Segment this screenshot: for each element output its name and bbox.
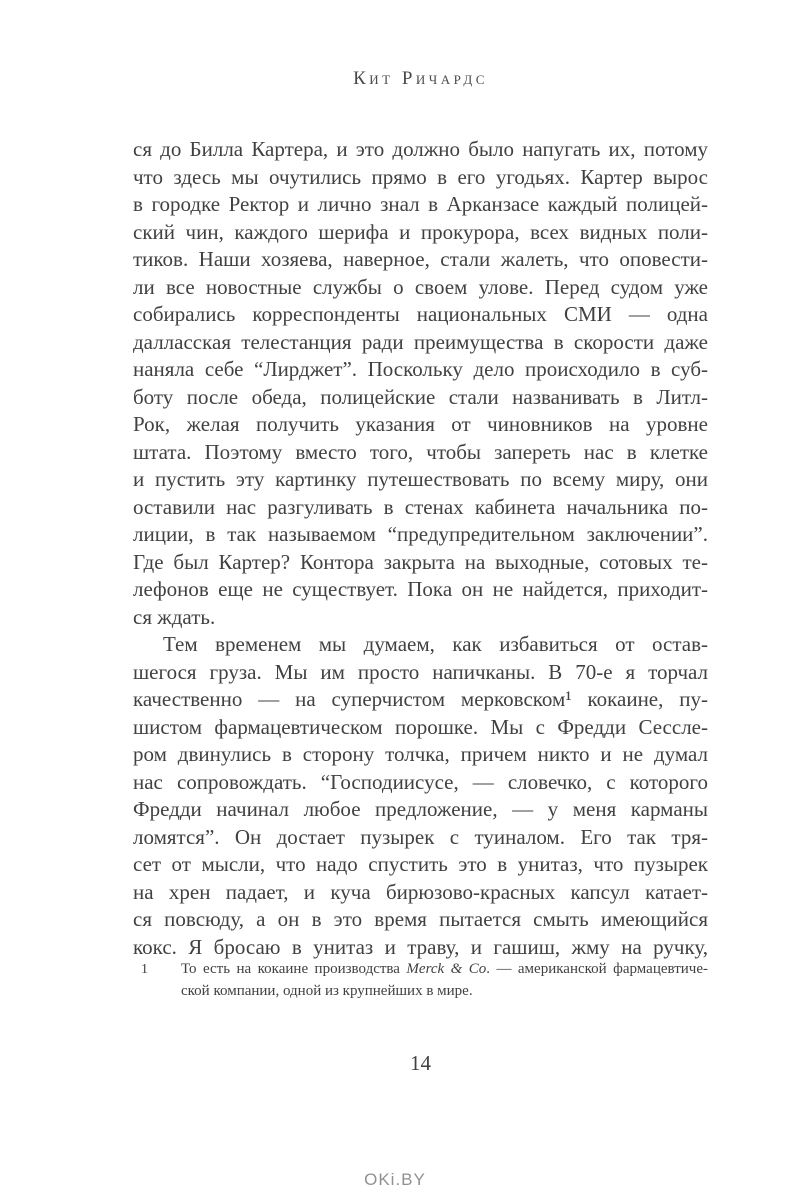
running-header: Кит Ричардс (353, 68, 488, 89)
footnote-line (181, 958, 708, 980)
paragraph (133, 631, 708, 961)
text-line: и пустить эту картинку путешествовать по всему миру, они (133, 467, 708, 491)
text-line: боту после обеда, полицейские стали названивать в Литл- (133, 384, 708, 409)
text-line: ся ждать. (133, 604, 216, 629)
footnote-marker: 1 (141, 962, 148, 977)
text-line: оставили нас разгуливать в стенах кабинета начальника по- (133, 494, 708, 519)
paragraph (133, 136, 708, 631)
text-line: нас сопровождать. “Господиисусе, — словечко, с которого (133, 769, 708, 794)
text-line: качественно — на суперчистом мерковском¹ кокаине, пу- (133, 687, 708, 711)
text-line: Тем временем мы думаем, как избавиться от остав- (163, 632, 708, 656)
page-number: 14 (410, 1051, 431, 1075)
text-line: ся до Билла Картера, и это должно было напугать их, потому (133, 137, 708, 161)
text-line: лефонов еще не существует. Пока он не найдется, приходит- (133, 577, 708, 601)
text-line: наняла себе “Лирджет”. Поскольку дело происходило в суб- (133, 357, 708, 381)
text-line: тиков. Наши хозяева, наверное, стали жалеть, что оповести- (133, 247, 708, 271)
text-line: шегося груза. Мы им просто напичканы. В 70-е я торчал (133, 659, 708, 684)
text-line: ли все новостные службы о своем улове. Перед судом уже (133, 274, 708, 299)
text-line: Где был Картер? Контора закрыта на выходные, сотовых те- (133, 549, 708, 574)
footnote-segment: . — американской фармацевтиче- (486, 961, 709, 977)
text-line: собирались корреспонденты национальных СМИ — одна (133, 302, 708, 326)
text-line: сет от мысли, что надо спустить это в унитаз, что пузырек (133, 852, 708, 876)
footnote-segment: То есть на кокаине производства (181, 961, 407, 977)
footnote-segment: ской компании, одной из крупнейших в мире. (181, 983, 473, 999)
text-line: в городке Ректор и лично знал в Арканзасе каждый полицей- (133, 192, 708, 216)
text-line: ский чин, каждого шерифа и прокурора, всех видных поли- (133, 219, 708, 244)
text-line: ром двинулись в сторону толчка, причем никто и не думал (133, 742, 708, 766)
text-line: ся повсюду, а он в это время пытается смыть имеющийся (133, 907, 708, 931)
body-text (133, 136, 708, 961)
footnote-italic-segment: Merck & Co (406, 961, 487, 977)
text-line: кокс. Я бросаю в унитаз и траву, и гашиш, жму на ручку, (133, 934, 708, 959)
text-line: лиции, в так называемом “предупредительном заключении”. (133, 522, 708, 546)
text-line: Рок, желая получить указания от чиновников на уровне (133, 412, 708, 436)
text-line: на хрен падает, и куча бирюзово-красных капсул катает- (133, 879, 708, 904)
text-line: что здесь мы очутились прямо в его угодьях. Картер вырос (133, 164, 708, 189)
text-line: далласская телестанция ради преимущества в скорости даже (133, 329, 708, 354)
footnote-text (181, 958, 708, 1002)
text-line: штата. Поэтому вместо того, чтобы запереть нас в клетке (133, 439, 708, 464)
site-watermark: OKi.BY (364, 1170, 426, 1189)
text-line: шистом фармацевтическом порошке. Мы с Фредди Сессле- (133, 714, 708, 739)
footnote (133, 958, 708, 1002)
text-line: Фредди начинал любое предложение, — у меня карманы (133, 797, 708, 821)
text-line: ломятся”. Он достает пузырек с туиналом. Его так тря- (133, 824, 708, 849)
footnote-line (181, 980, 708, 1002)
